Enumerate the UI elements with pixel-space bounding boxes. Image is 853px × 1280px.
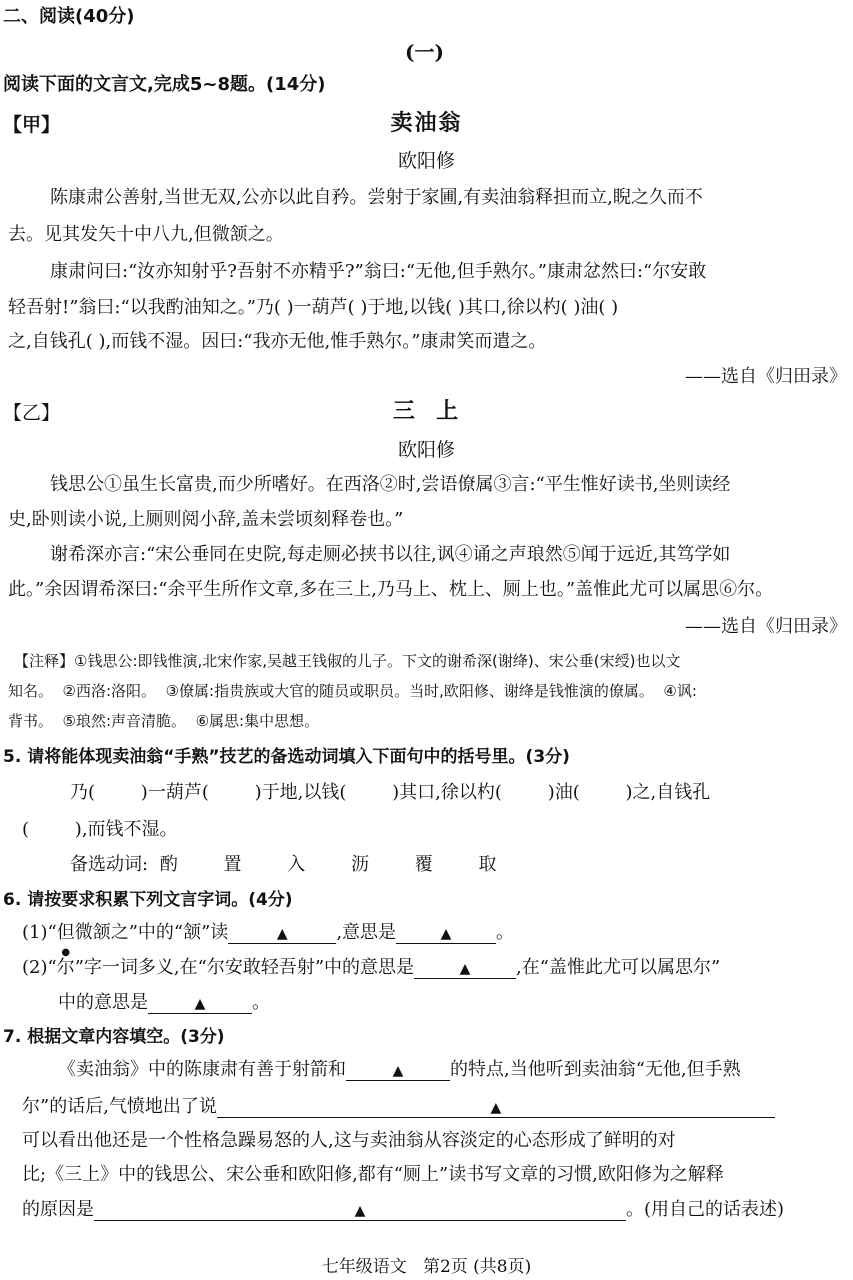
q6-part1-end: 。 <box>496 922 515 943</box>
passage-jia-author: 欧阳修 <box>397 150 455 172</box>
q7-line-1 <box>58 1055 741 1081</box>
q7-line-4: 比;《三上》中的钱思公、宋公垂和欧阳修,都有“厕上”读书写文章的习惯,欧阳修为之解释 <box>22 1164 724 1185</box>
passage-yi-tag: 【乙】 <box>3 402 61 424</box>
passage-jia-title: 卖油翁 <box>390 110 463 136</box>
q5-sentence-line-2: ( ),而钱不湿。 <box>22 819 178 840</box>
q5-stem: 5. 请将能体现卖油翁“手熟”技艺的备选动词填入下面句中的括号里。(3分) <box>3 747 570 767</box>
yi-line-3: 谢希深亦言:“宋公垂同在史院,每走厕必挟书以往,讽④诵之声琅然⑤闻于远近,其笃学如 <box>50 544 731 565</box>
q6-part1-reading-blank[interactable] <box>228 922 336 944</box>
yi-line-4: 此。”余因谓希深曰:“余平生所作文章,多在三上,乃马上、枕上、厕上也。”盖惟此尤可以属思⑥尔。 <box>8 579 774 600</box>
yi-line-2: 史,卧则读小说,上厕则阅小辞,盖未尝顷刻释卷也。” <box>8 509 404 530</box>
passage-jia-tag: 【甲】 <box>3 114 61 136</box>
passage-yi-author: 欧阳修 <box>397 439 455 461</box>
jia-line-1: 陈康肃公善射,当世无双,公亦以此自矜。尝射于家圃,有卖油翁释担而立,睨之久而不 <box>50 187 703 208</box>
q6-part2-meaning2-blank[interactable] <box>148 992 252 1014</box>
jia-source: ——选自《归田录》 <box>685 366 847 387</box>
q5-options-row <box>70 850 496 876</box>
jia-line-4: 轻吾射!”翁曰:“以我酌油知之。”乃( )一葫芦( )于地,以钱( )其口,徐以杓( )油( ) <box>8 297 619 318</box>
q5-option: 覆 <box>414 854 433 875</box>
q6-part2-mid: ,在“盖惟此尤可以属思尔” <box>516 957 721 978</box>
q7-line-5-end: 。(用自己的话表述) <box>626 1199 785 1220</box>
q5-option: 入 <box>287 854 306 875</box>
q7-stem: 7. 根据文章内容填空。(3分) <box>3 1027 225 1047</box>
q5-option: 置 <box>223 854 242 875</box>
q6-part2-end: 。 <box>252 992 270 1013</box>
q7-line-5-prompt: 的原因是 <box>22 1199 94 1220</box>
q5-option: 取 <box>478 854 497 875</box>
q6-part1-prompt: (1)“但微颔之”中的“颔”读 <box>22 922 229 943</box>
page-footer: 七年级语文 第2页 (共8页) <box>321 1257 532 1277</box>
q5-sentence-line-1: 乃( )一葫芦( )于地,以钱( )其口,徐以杓( )油( )之,自钱孔 <box>70 782 711 803</box>
q7-line-2-prompt: 尔”的话后,气愤地出了说 <box>22 1096 217 1117</box>
q5-option: 沥 <box>351 854 370 875</box>
q6-emphasized-char-text: 尔 <box>56 957 75 978</box>
jia-line-3: 康肃问曰:“汝亦知射乎?吾射不亦精乎?”翁曰:“无他,但手熟尔。”康肃忿然曰:“尔安敢 <box>50 261 707 282</box>
q6-part2-prefix: (2)“ <box>22 957 57 978</box>
blank-marker: ▲ <box>194 996 206 1012</box>
q7-line-2 <box>22 1092 775 1118</box>
q7-line-5 <box>22 1195 784 1221</box>
notes-line-1: 【注释】①钱思公:即钱惟演,北宋作家,吴越王钱俶的儿子。下文的谢希深(谢绛)、宋公垂(宋绶)也以文 <box>14 652 681 670</box>
q7-line-1-prompt: 《卖油翁》中的陈康肃有善于射箭和 <box>58 1059 346 1080</box>
emphasis-dot-icon: ● <box>61 947 71 958</box>
blank-marker: ▲ <box>276 926 288 942</box>
q7-line-1-rest: 的特点,当他听到卖油翁“无他,但手熟 <box>450 1059 741 1080</box>
q6-stem: 6. 请按要求积累下列文言字词。(4分) <box>3 890 293 910</box>
part-marker: (一) <box>405 40 444 64</box>
blank-marker: ▲ <box>354 1203 366 1219</box>
reading-instruction: 阅读下面的文言文,完成5~8题。(14分) <box>3 74 326 95</box>
blank-marker: ▲ <box>459 961 471 977</box>
q5-option: 酌 <box>159 854 178 875</box>
q5-options-label: 备选动词: <box>70 854 149 875</box>
jia-line-2: 去。见其发矢十中八九,但微颔之。 <box>8 224 284 245</box>
passage-yi-title: 三 上 <box>392 398 461 424</box>
blank-marker: ▲ <box>440 926 452 942</box>
section-heading: 二、阅读(40分) <box>3 6 135 27</box>
notes-line-2: 知名。 ②西洛:洛阳。 ③僚属:指贵族或大官的随员或职员。当时,欧阳修、谢绛是钱惟演的僚属。 ④讽: <box>8 682 697 700</box>
q7-line-3: 可以看出他还是一个性格急躁易怒的人,这与卖油翁从容淡定的心态形成了鲜明的对 <box>22 1130 676 1151</box>
q6-part2-line2-prompt: 中的意思是 <box>58 992 148 1013</box>
blank-marker: ▲ <box>490 1100 502 1116</box>
yi-source: ——选自《归田录》 <box>685 616 847 637</box>
q6-part1 <box>22 918 514 944</box>
notes-line-3: 背书。 ⑤琅然:声音清脆。 ⑥属思:集中思想。 <box>8 712 320 730</box>
q6-emphasized-char <box>56 947 75 979</box>
jia-line-5: 之,自钱孔( ),而钱不湿。因曰:“我亦无他,惟手熟尔。”康肃笑而遣之。 <box>8 331 547 352</box>
q6-part2-line2 <box>58 988 270 1014</box>
q6-part2-prompt: ”字一词多义,在“尔安敢轻吾射”中的意思是 <box>74 957 415 978</box>
q6-part1-meaning-blank[interactable] <box>396 922 496 944</box>
yi-line-1: 钱思公①虽生长富贵,而少所嗜好。在西洛②时,尝语僚属③言:“平生惟好读书,坐则读经 <box>50 474 731 495</box>
q6-part1-mid: ,意思是 <box>336 922 397 943</box>
q7-trait-blank[interactable] <box>346 1059 450 1081</box>
q7-reason-blank[interactable] <box>94 1199 626 1221</box>
q6-part2 <box>22 947 721 979</box>
q7-quote-blank[interactable] <box>217 1096 775 1118</box>
q6-part2-meaning1-blank[interactable] <box>414 957 516 979</box>
blank-marker: ▲ <box>392 1063 404 1079</box>
